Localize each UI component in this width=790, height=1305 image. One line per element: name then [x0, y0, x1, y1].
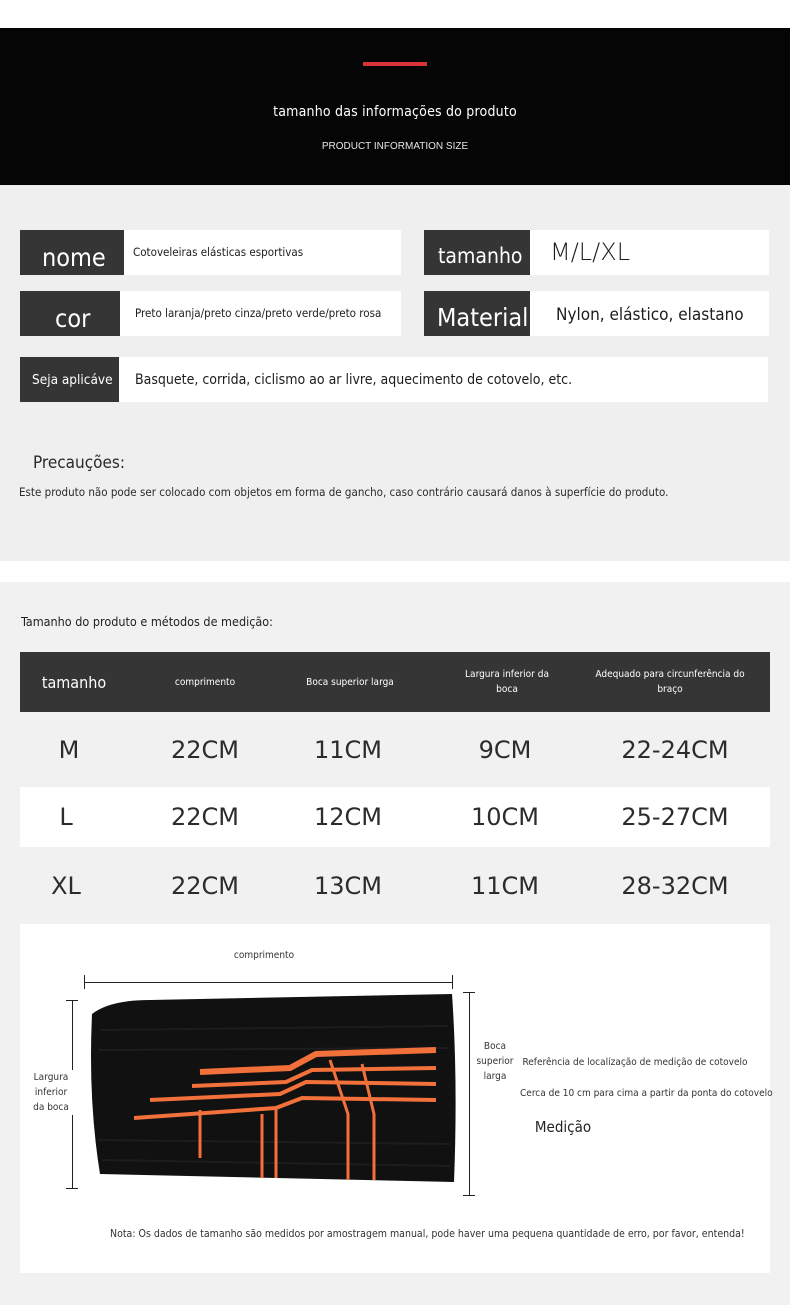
bottom-tick-top	[66, 1000, 78, 1001]
precautions-title: Precauções:	[33, 453, 126, 473]
table-row	[20, 712, 770, 787]
header-cell: comprimento	[174, 676, 236, 688]
size-label: tamanho	[424, 230, 530, 275]
sleeve-body	[91, 994, 456, 1182]
name-label: nome	[20, 230, 124, 275]
bottom-opening-label: Largura inferior da boca	[28, 1070, 74, 1115]
table-cell: 11CM	[313, 735, 382, 764]
table-cell: 22-24CM	[621, 735, 729, 764]
table-cell: L	[59, 803, 73, 831]
top-dimension-line	[469, 992, 470, 1195]
apply-label: Seja aplicáve	[20, 357, 119, 402]
header-cell: Adequado para circunferência do braço	[595, 669, 745, 695]
size-section-title: Tamanho do produto e métodos de medição:	[21, 614, 273, 629]
table-cell: XL	[51, 871, 81, 900]
table-cell: 9CM	[478, 735, 532, 764]
header-banner	[0, 28, 790, 185]
header-cell: Largura inferior da boca	[465, 669, 549, 695]
measurement-heading: Medição	[534, 1118, 592, 1136]
size-value: M/L/XL	[530, 230, 769, 275]
header-title: tamanho das informações do produto	[273, 104, 517, 120]
length-label: comprimento	[233, 950, 295, 961]
table-row	[20, 787, 770, 847]
header-cell: tamanho	[41, 672, 107, 692]
length-tick-right	[452, 975, 453, 989]
table-cell: 12CM	[313, 803, 382, 831]
table-cell: 22CM	[170, 735, 239, 764]
name-value: Cotoveleiras elásticas esportivas	[124, 230, 401, 275]
table-cell: 25-27CM	[621, 803, 729, 831]
table-cell: 11CM	[470, 871, 539, 900]
table-cell: M	[58, 735, 80, 764]
reference-text: Referência de localização de medição de cotovelo	[522, 1057, 748, 1068]
length-tick-left	[84, 975, 85, 989]
product-info-section	[0, 185, 790, 561]
elbow-sleeve-image	[80, 990, 460, 1190]
measurement-note: Nota: Os dados de tamanho são medidos por amostragem manual, pode haver uma pequena quantidade de erro, por favor, entenda!	[110, 1228, 745, 1240]
material-label: Material	[424, 291, 530, 336]
apply-value: Basquete, corrida, ciclismo ao ar livre, aquecimento de cotovelo, etc.	[119, 357, 768, 402]
size-table-header	[20, 652, 770, 712]
material-value: Nylon, elástico, elastano	[530, 291, 769, 336]
top-tick-top	[463, 992, 475, 993]
header-accent-bar	[363, 62, 427, 66]
top-tick-bottom	[463, 1195, 475, 1196]
size-section	[0, 582, 790, 1305]
precautions-text: Este produto não pode ser colocado com objetos em forma de gancho, caso contrário causará danos à superfície do produto.	[19, 485, 669, 499]
color-value: Preto laranja/preto cinza/preto verde/preto rosa	[120, 291, 401, 336]
measurement-diagram	[20, 924, 773, 1273]
table-cell: 22CM	[170, 871, 239, 900]
length-dimension-line	[84, 982, 453, 983]
position-text: Cerca de 10 cm para cima a partir da ponta do cotovelo	[520, 1088, 773, 1099]
table-cell: 10CM	[470, 803, 539, 831]
table-cell: 28-32CM	[621, 871, 729, 900]
top-opening-label: Boca superior larga	[470, 1039, 520, 1084]
table-cell: 13CM	[313, 871, 382, 900]
header-cell: Boca superior larga	[306, 676, 394, 688]
bottom-tick-bottom	[66, 1188, 78, 1189]
table-row	[20, 847, 770, 924]
color-label: cor	[20, 291, 120, 336]
table-cell: 22CM	[170, 803, 239, 831]
header-subtitle: PRODUCT INFORMATION SIZE	[321, 141, 469, 152]
